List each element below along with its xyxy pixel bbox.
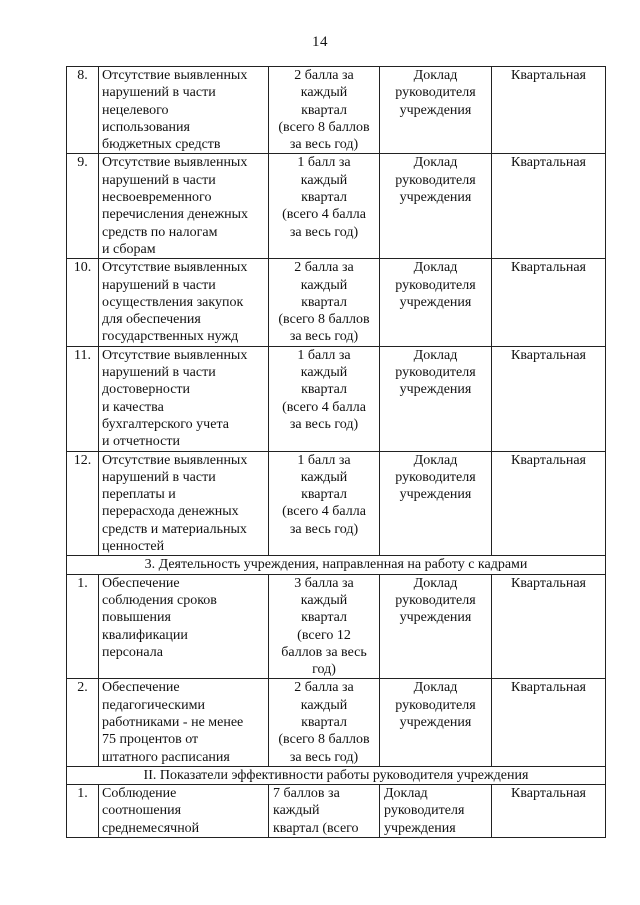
indicator-cell: Отсутствие выявленных нарушений в части осуществления закупок для обеспечения государственных нужд bbox=[99, 259, 269, 346]
row-number: 10. bbox=[67, 259, 99, 346]
indicator-cell: Отсутствие выявленных нарушений в части несвоевременного перечисления денежных средств по налогам и сборам bbox=[99, 154, 269, 259]
indicator-cell: Соблюдение соотношения среднемесячной bbox=[99, 785, 269, 838]
table-row bbox=[67, 451, 606, 556]
points-cell: 7 баллов за каждый квартал (всего bbox=[269, 785, 380, 838]
row-number: 11. bbox=[67, 346, 99, 451]
source-cell: Доклад руководителя учреждения bbox=[380, 154, 492, 259]
table-row bbox=[67, 346, 606, 451]
points-cell: 3 балла за каждый квартал (всего 12 баллов за весь год) bbox=[269, 574, 380, 679]
section-title: II. Показатели эффективности работы руководителя учреждения bbox=[67, 766, 606, 784]
points-cell: 1 балл за каждый квартал (всего 4 балла за весь год) bbox=[269, 154, 380, 259]
table-row bbox=[67, 67, 606, 154]
row-number: 2. bbox=[67, 679, 99, 766]
table-row bbox=[67, 785, 606, 838]
source-cell: Доклад руководителя учреждения bbox=[380, 451, 492, 556]
frequency-cell: Квартальная bbox=[492, 259, 606, 346]
source-cell: Доклад руководителя учреждения bbox=[380, 574, 492, 679]
indicator-cell: Обеспечение педагогическими работниками - не менее 75 процентов от штатного расписания bbox=[99, 679, 269, 766]
frequency-cell: Квартальная bbox=[492, 67, 606, 154]
indicators-table bbox=[66, 66, 606, 838]
points-cell: 1 балл за каждый квартал (всего 4 балла за весь год) bbox=[269, 451, 380, 556]
source-cell: Доклад руководителя учреждения bbox=[380, 346, 492, 451]
row-number: 9. bbox=[67, 154, 99, 259]
frequency-cell: Квартальная bbox=[492, 679, 606, 766]
points-cell: 2 балла за каждый квартал (всего 8 баллов за весь год) bbox=[269, 679, 380, 766]
indicator-cell: Обеспечение соблюдения сроков повышения квалификации персонала bbox=[99, 574, 269, 679]
points-cell: 2 балла за каждый квартал (всего 8 баллов за весь год) bbox=[269, 259, 380, 346]
frequency-cell: Квартальная bbox=[492, 574, 606, 679]
source-cell: Доклад руководителя учреждения bbox=[380, 785, 492, 838]
row-number: 8. bbox=[67, 67, 99, 154]
source-cell: Доклад руководителя учреждения bbox=[380, 259, 492, 346]
frequency-cell: Квартальная bbox=[492, 154, 606, 259]
points-cell: 2 балла за каждый квартал (всего 8 баллов за весь год) bbox=[269, 67, 380, 154]
indicator-cell: Отсутствие выявленных нарушений в части переплаты и перерасхода денежных средств и материальных ценностей bbox=[99, 451, 269, 556]
frequency-cell: Квартальная bbox=[492, 785, 606, 838]
row-number: 1. bbox=[67, 574, 99, 679]
indicator-cell: Отсутствие выявленных нарушений в части нецелевого использования бюджетных средств bbox=[99, 67, 269, 154]
source-cell: Доклад руководителя учреждения bbox=[380, 67, 492, 154]
page-number: 14 bbox=[312, 34, 328, 50]
section-title: 3. Деятельность учреждения, направленная на работу с кадрами bbox=[67, 556, 606, 574]
indicator-cell: Отсутствие выявленных нарушений в части достоверности и качества бухгалтерского учета и отчетности bbox=[99, 346, 269, 451]
table-row bbox=[67, 259, 606, 346]
frequency-cell: Квартальная bbox=[492, 451, 606, 556]
section-header-row bbox=[67, 556, 606, 574]
source-cell: Доклад руководителя учреждения bbox=[380, 679, 492, 766]
row-number: 12. bbox=[67, 451, 99, 556]
points-cell: 1 балл за каждый квартал (всего 4 балла за весь год) bbox=[269, 346, 380, 451]
table-row bbox=[67, 574, 606, 679]
frequency-cell: Квартальная bbox=[492, 346, 606, 451]
table-row bbox=[67, 679, 606, 766]
row-number: 1. bbox=[67, 785, 99, 838]
table-row bbox=[67, 154, 606, 259]
section-header-row bbox=[67, 766, 606, 784]
